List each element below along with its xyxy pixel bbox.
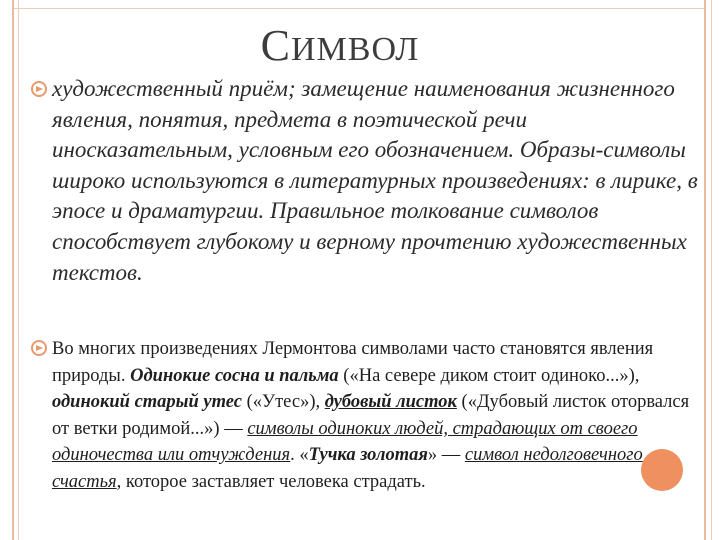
circle-triangle-icon [30,80,48,98]
frame-line-top [12,8,706,9]
p2-underline-1: символы одиноких людей, страдающих от своего одиночества или отчуждения [52,418,638,466]
title-first-letter: С [260,21,291,70]
p2-text-2: («На севере диком стоит одиноко...»), [338,365,640,386]
lermontov-paragraph [52,336,702,496]
p2-underline-2: символ недолговечного счастья [52,445,643,492]
p2-text-4: («Дубовый листок оторвался от ветки родимой...») — [52,392,690,439]
p2-text-1: Во многих произведениях Лермонтова символами часто становятся явления природы. [52,339,654,386]
p2-text-6: » — [427,445,465,466]
frame-line-left [12,0,14,540]
p2-bold-2: одинокий старый утес [52,392,242,413]
p2-text-5: . « [290,445,309,466]
slide-title [0,20,680,71]
definition-paragraph: художественный приём; замещение наименования жизненного явления, понятия, предмета в поэтической речи иносказательным, условным его обозначением. Образы-символы широко используются в литературных произведениях: в лирике, в эпосе и драматургии. Правильное толкование символов способствует глубокому и верному прочтению художественных текстов. [52,76,698,285]
p2-bold-1: Одинокие сосна и пальма [130,365,339,386]
frame-line-right [704,0,706,540]
circle-triangle-icon [30,339,48,357]
frame-line-right-inner [711,0,712,540]
p2-text-3: («Утес»), [241,392,325,413]
p2-bold-3: дубовый листок [324,392,457,413]
title-rest: ИМВОЛ [290,31,420,68]
orange-circle-icon [641,449,683,491]
frame-line-left-inner [18,0,19,540]
p2-text-7: , которое заставляет человека страдать. [116,471,426,492]
p2-bold-4: Тучка золотая [308,445,428,466]
